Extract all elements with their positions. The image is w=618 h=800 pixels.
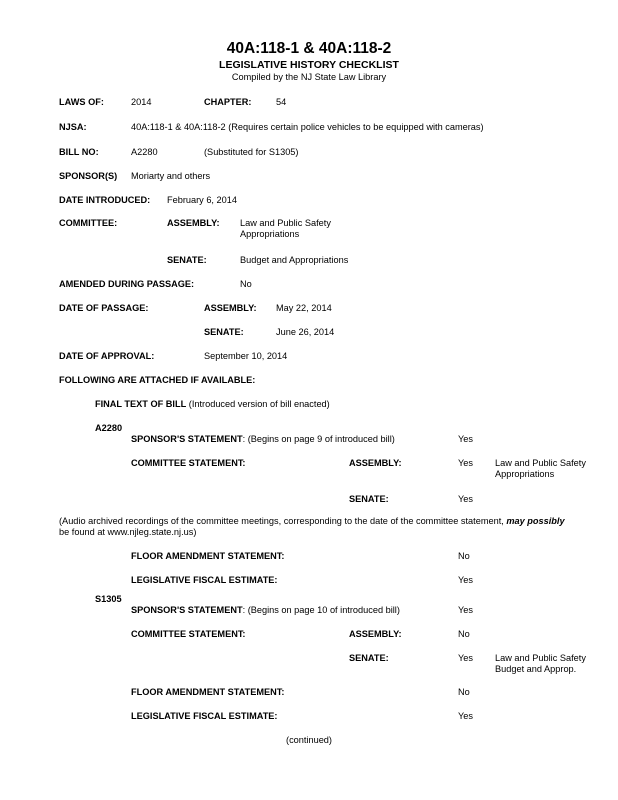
- amended-label: AMENDED DURING PASSAGE:: [59, 279, 195, 289]
- passage-assembly-label: ASSEMBLY:: [204, 303, 257, 313]
- s1305-floor-label: FLOOR AMENDMENT STATEMENT:: [131, 687, 285, 697]
- chapter-label: CHAPTER:: [204, 97, 252, 107]
- audio-note-line2: be found at www.njleg.state.nj.us): [59, 527, 197, 537]
- committee-senate-label: SENATE:: [167, 255, 207, 265]
- a2280-sponsor-note: : (Begins on page 9 of introduced bill): [242, 434, 395, 444]
- committee-label: COMMITTEE:: [59, 218, 118, 228]
- a2280-sponsor-label: SPONSOR'S STATEMENT: [131, 434, 243, 444]
- s1305-assembly-value: No: [458, 629, 470, 639]
- bill-no-note: (Substituted for S1305): [204, 147, 299, 157]
- amended-value: No: [240, 279, 252, 289]
- committee-assembly-line1: Law and Public Safety: [240, 218, 331, 228]
- s1305-sponsor-label: SPONSOR'S STATEMENT: [131, 605, 243, 615]
- s1305-sponsor-row: [131, 605, 400, 616]
- a2280-committee-label: COMMITTEE STATEMENT:: [131, 458, 246, 468]
- a2280-fiscal-label: LEGISLATIVE FISCAL ESTIMATE:: [131, 575, 278, 585]
- a2280-bill-label: A2280: [95, 423, 123, 433]
- sponsors-label: SPONSOR(S): [59, 171, 118, 181]
- laws-of-label: LAWS OF:: [59, 97, 104, 107]
- compiled-by: Compiled by the NJ State Law Library: [231, 72, 387, 82]
- s1305-senate-comm1: Law and Public Safety: [495, 653, 586, 663]
- njsa-label: NJSA:: [59, 122, 87, 132]
- passage-assembly-value: May 22, 2014: [276, 303, 332, 313]
- final-text-row: [95, 399, 330, 410]
- sponsors-value: Moriarty and others: [131, 171, 211, 181]
- a2280-senate-value: Yes: [458, 494, 473, 504]
- laws-of-value: 2014: [131, 97, 152, 107]
- njsa-value: 40A:118-1 & 40A:118-2 (Requires certain police vehicles to be equipped with cameras): [131, 122, 484, 132]
- s1305-floor-value: No: [458, 687, 470, 697]
- s1305-sponsor-note: : (Begins on page 10 of introduced bill): [242, 605, 400, 615]
- bill-no-value: A2280: [131, 147, 158, 157]
- a2280-assembly-comm2: Appropriations: [495, 469, 555, 479]
- bill-no-label: BILL NO:: [59, 147, 99, 157]
- attached-heading: FOLLOWING ARE ATTACHED IF AVAILABLE:: [59, 375, 256, 385]
- a2280-sponsor-row: [131, 434, 395, 445]
- a2280-assembly-value: Yes: [458, 458, 473, 468]
- s1305-senate-value: Yes: [458, 653, 473, 663]
- s1305-senate-label: SENATE:: [349, 653, 389, 663]
- s1305-fiscal-label: LEGISLATIVE FISCAL ESTIMATE:: [131, 711, 278, 721]
- audio-note-part1: (Audio archived recordings of the committee meetings, corresponding to the date of the committee statement,: [59, 516, 507, 526]
- a2280-floor-value: No: [458, 551, 470, 561]
- page-title: 40A:118-1 & 40A:118-2: [226, 40, 392, 57]
- passage-senate-value: June 26, 2014: [276, 327, 335, 337]
- a2280-assembly-comm1: Law and Public Safety: [495, 458, 586, 468]
- s1305-assembly-label: ASSEMBLY:: [349, 629, 402, 639]
- date-introduced-label: DATE INTRODUCED:: [59, 195, 151, 205]
- passage-senate-label: SENATE:: [204, 327, 244, 337]
- approval-label: DATE OF APPROVAL:: [59, 351, 155, 361]
- s1305-fiscal-value: Yes: [458, 711, 473, 721]
- final-text-note: (Introduced version of bill enacted): [188, 399, 330, 409]
- audio-note-emph: may possibly: [506, 516, 565, 526]
- page-subtitle: LEGISLATIVE HISTORY CHECKLIST: [219, 59, 399, 71]
- passage-label: DATE OF PASSAGE:: [59, 303, 149, 313]
- final-text-label: FINAL TEXT OF BILL: [95, 399, 187, 409]
- a2280-fiscal-value: Yes: [458, 575, 473, 585]
- audio-note-line1: [59, 516, 565, 527]
- committee-assembly-line2: Appropriations: [240, 229, 300, 239]
- a2280-assembly-label: ASSEMBLY:: [349, 458, 402, 468]
- a2280-floor-label: FLOOR AMENDMENT STATEMENT:: [131, 551, 285, 561]
- continued-note: (continued): [286, 735, 332, 745]
- s1305-committee-label: COMMITTEE STATEMENT:: [131, 629, 246, 639]
- date-introduced-value: February 6, 2014: [167, 195, 237, 205]
- committee-senate-value: Budget and Appropriations: [240, 255, 349, 265]
- s1305-bill-label: S1305: [95, 594, 122, 604]
- committee-assembly-label: ASSEMBLY:: [167, 218, 220, 228]
- chapter-value: 54: [276, 97, 287, 107]
- a2280-sponsor-value: Yes: [458, 434, 473, 444]
- s1305-senate-comm2: Budget and Approp.: [495, 664, 577, 674]
- s1305-sponsor-value: Yes: [458, 605, 473, 615]
- a2280-senate-label: SENATE:: [349, 494, 389, 504]
- approval-value: September 10, 2014: [204, 351, 288, 361]
